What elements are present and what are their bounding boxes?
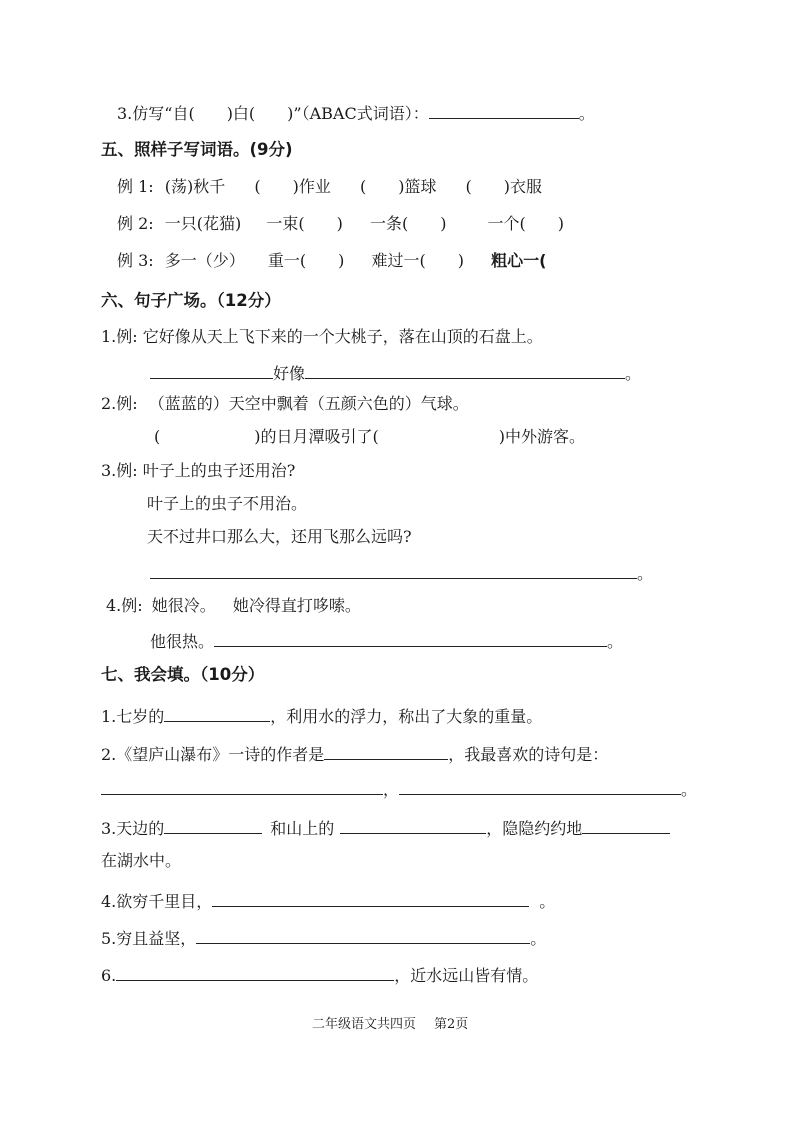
s5-ex1-item-1[interactable]: ( )作业	[254, 177, 331, 196]
s7-q1-text-b: ，利用水的浮力，称出了大象的重量。	[270, 707, 543, 726]
s6-q3-end: 。	[637, 564, 654, 583]
s6-q4-text1: 她很冷。	[151, 596, 216, 615]
s7-q4	[101, 888, 555, 913]
s6-q4-example	[106, 595, 361, 617]
s5-ex1-sample: (荡)秋千	[164, 177, 226, 196]
s7-q6	[101, 962, 538, 987]
s5-ex2-sample: 一只(花猫)	[164, 214, 242, 233]
s6-q1-blank-2[interactable]	[305, 360, 625, 379]
s6-q2-close: )中外游客。	[498, 427, 585, 446]
s5-ex1-item-2[interactable]: ( )篮球	[359, 177, 437, 196]
s7-q3-text-c: ，隐隐约约地	[486, 819, 583, 838]
s4-q3-end: 。	[578, 104, 595, 123]
s7-q3-cont: 在湖水中。	[101, 851, 182, 870]
s6-q2-label: 2.例:	[101, 394, 138, 413]
s5-ex3-item-2[interactable]: 难过一( )	[371, 251, 464, 270]
s7-q4-text: 4.欲穷千里目，	[101, 892, 213, 911]
s7-q1	[101, 703, 542, 728]
s5-ex2	[117, 213, 564, 235]
s7-q5-text: 5.穷且益坚，	[101, 929, 197, 948]
s7-q3-blank-1[interactable]	[164, 815, 262, 834]
s7-q2	[101, 741, 608, 766]
s7-q1-text-a: 1.七岁的	[101, 707, 165, 726]
s7-q2-blank-verse-1[interactable]	[101, 776, 383, 795]
footer-page-number: 第2页	[434, 1017, 469, 1032]
s6-q3-line3: 天不过井口那么大，还用飞那么远吗?	[147, 527, 412, 546]
s7-q2-text-a: 2.《望庐山瀑布》一诗的作者是	[101, 745, 325, 764]
s7-q5	[101, 925, 546, 950]
s6-q1-end: 。	[625, 364, 642, 383]
s6-q3-text1: 叶子上的虫子还用治?	[142, 461, 296, 480]
s5-ex3-item-3[interactable]: 粗心一(	[491, 251, 547, 270]
s5-ex2-item-3[interactable]: 一个( )	[487, 214, 565, 233]
s5-ex2-item-1[interactable]: 一束( )	[266, 214, 343, 233]
s5-ex3-label: 例 3:	[117, 251, 154, 270]
s7-q6-num: 6.	[101, 966, 117, 985]
s7-title: 七、我会填。（10分）	[101, 665, 265, 684]
s7-q1-blank[interactable]	[164, 703, 270, 722]
s6-q3-label: 3.例:	[101, 461, 138, 480]
s6-q1-mid: 好像	[273, 364, 306, 383]
footer-text: 二年级语文共四页	[312, 1017, 417, 1032]
s6-q4-prompt: 他很热。	[150, 632, 215, 651]
s4-q3-text: 仿写“自( )白( )”（ABAC式词语）：	[132, 104, 429, 123]
s5-ex1	[117, 176, 542, 198]
s6-q1-blank-1[interactable]	[150, 360, 273, 379]
s7-q4-end: 。	[539, 892, 556, 911]
s7-q2-blank-author[interactable]	[324, 741, 448, 760]
s7-q3-blank-3[interactable]	[582, 815, 670, 834]
s4-q3	[117, 100, 595, 125]
s5-ex2-label: 例 2:	[117, 214, 154, 233]
s6-q4-answer	[150, 628, 623, 653]
s7-q3-text-b: 和山上的	[270, 819, 335, 838]
s7-q5-end: 。	[530, 929, 547, 948]
s6-q4-text2: 她冷得直打哆嗦。	[232, 596, 361, 615]
s6-q2-answer	[154, 426, 585, 448]
s7-q2-poem-line	[101, 776, 697, 801]
s6-q2-example	[101, 393, 469, 415]
s7-q3-blank-2[interactable]	[340, 815, 486, 834]
s6-q1-example	[101, 326, 543, 348]
s7-q4-blank[interactable]	[212, 888, 529, 907]
s5-ex3	[117, 250, 546, 272]
s7-q6-text: ，近水远山皆有情。	[394, 966, 539, 985]
s6-q3-line2: 叶子上的虫子不用治。	[147, 494, 308, 513]
s6-q2-text: （蓝蓝的）天空中飘着（五颜六色的）气球。	[148, 394, 469, 413]
s4-q3-num: 3.	[117, 104, 133, 123]
s6-q1-answer	[150, 360, 641, 385]
s6-q4-label: 4.例:	[106, 596, 143, 615]
s4-q3-blank[interactable]	[429, 100, 579, 119]
s6-q2-middle: )的日月潭吸引了(	[254, 427, 379, 446]
s6-q1-text: 它好像从天上飞下来的一个大桃子，落在山顶的石盘上。	[142, 327, 543, 346]
s7-q6-blank[interactable]	[116, 962, 394, 981]
s7-q5-blank[interactable]	[196, 925, 530, 944]
s6-q1-label: 1.例:	[101, 327, 138, 346]
page-footer	[312, 1014, 468, 1036]
s7-q2-end: 。	[681, 780, 698, 799]
s5-ex2-item-2[interactable]: 一条( )	[369, 214, 447, 233]
s7-q2-comma: ，	[383, 780, 400, 799]
s6-q4-blank[interactable]	[214, 628, 607, 647]
s6-q4-end: 。	[607, 632, 624, 651]
s6-q2-open: (	[154, 427, 161, 446]
s5-ex1-label: 例 1:	[117, 177, 154, 196]
s6-q3-answer	[150, 560, 653, 585]
s7-q2-text-b: ，我最喜欢的诗句是：	[448, 745, 609, 764]
s6-q3-line1	[101, 460, 295, 482]
s7-q3-text-a: 3.天边的	[101, 819, 165, 838]
s7-q2-blank-verse-2[interactable]	[399, 776, 681, 795]
s6-title: 六、句子广场。（12分）	[101, 291, 281, 310]
s5-ex1-item-3[interactable]: ( )衣服	[465, 177, 543, 196]
s5-ex3-sample: 多一（少）	[164, 251, 245, 270]
s6-q3-blank[interactable]	[150, 560, 637, 579]
s5-ex3-item-1[interactable]: 重一( )	[267, 251, 345, 270]
s5-title: 五、照样子写词语。(9分)	[101, 140, 293, 159]
s7-q3	[101, 815, 670, 840]
